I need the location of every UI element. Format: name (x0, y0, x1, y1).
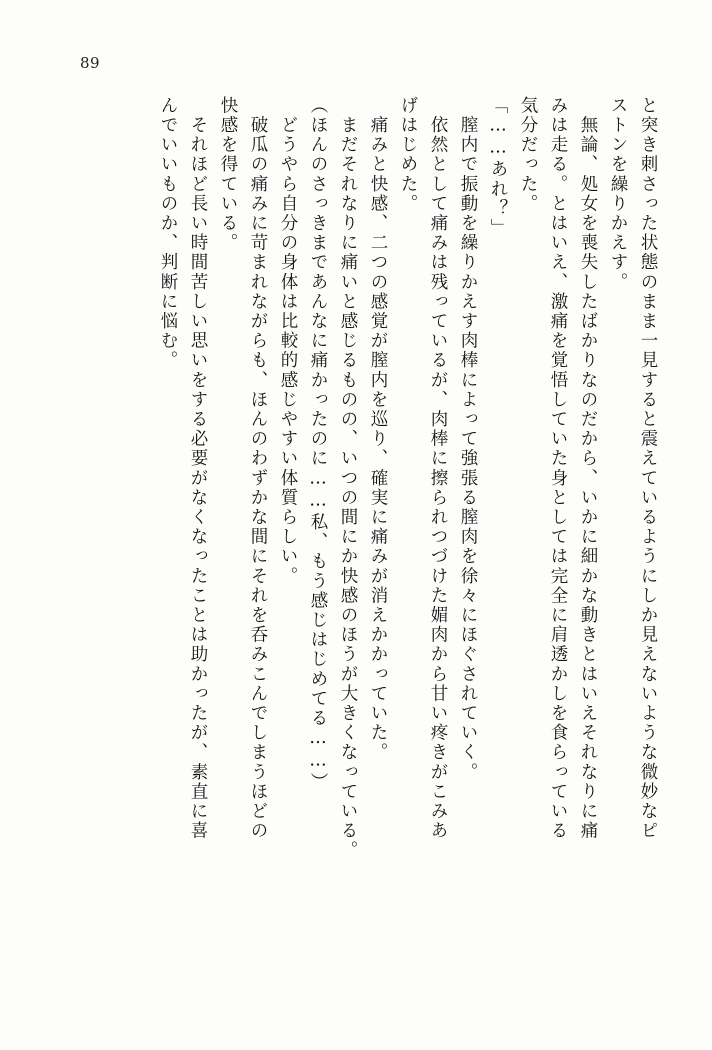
text-line: 気分だった。 (518, 96, 538, 214)
text-line: 快感を得ている。 (218, 96, 238, 253)
text-line: 無論、処女を喪失したばかりなのだから、いかに細かな動きとはいえそれなりに痛 (578, 96, 598, 841)
body-text-block (56, 96, 656, 986)
text-line: みは走る。とはいえ、激痛を覚悟していた身としては完全に肩透かしを食らっている (548, 96, 568, 841)
page-number: 89 (80, 54, 101, 72)
text-line: 破瓜の痛みに苛まれながらも、ほんのわずかな間にそれを呑みこんでしまうほどの (248, 96, 268, 841)
text-line: 依然として痛みは残っているが、肉棒に擦られつづけた媚肉から甘い疼きがこみあ (428, 96, 448, 841)
text-line: ストンを繰りかえす。 (608, 96, 628, 292)
text-line: まだそれなりに痛いと感じるものの、いつの間にか快感のほうが大きくなっている。 (338, 96, 358, 861)
text-line: （ほんのさっきまであんなに痛かったのに……私、もう感じはじめてる……） (308, 96, 328, 792)
text-line: と突き刺さった状態のまま一見すると震えているようにしか見えないような微妙なピ (638, 96, 658, 841)
text-line: 膣内で振動を繰りかえす肉棒によって強張る膣肉を徐々にほぐされていく。 (458, 96, 478, 782)
text-line: げはじめた。 (398, 96, 418, 214)
text-line: 痛みと快感、二つの感覚が膣内を巡り、確実に痛みが消えかかっていた。 (368, 96, 388, 763)
text-line: んでいいものか、判断に悩む。 (158, 96, 178, 371)
text-line: それほど長い時間苦しい思いをする必要がなくなったことは助かったが、素直に喜 (188, 96, 208, 841)
text-line: どうやら自分の身体は比較的感じやすい体質らしい。 (278, 96, 298, 586)
text-line: 「……あれ？」 (488, 96, 508, 239)
